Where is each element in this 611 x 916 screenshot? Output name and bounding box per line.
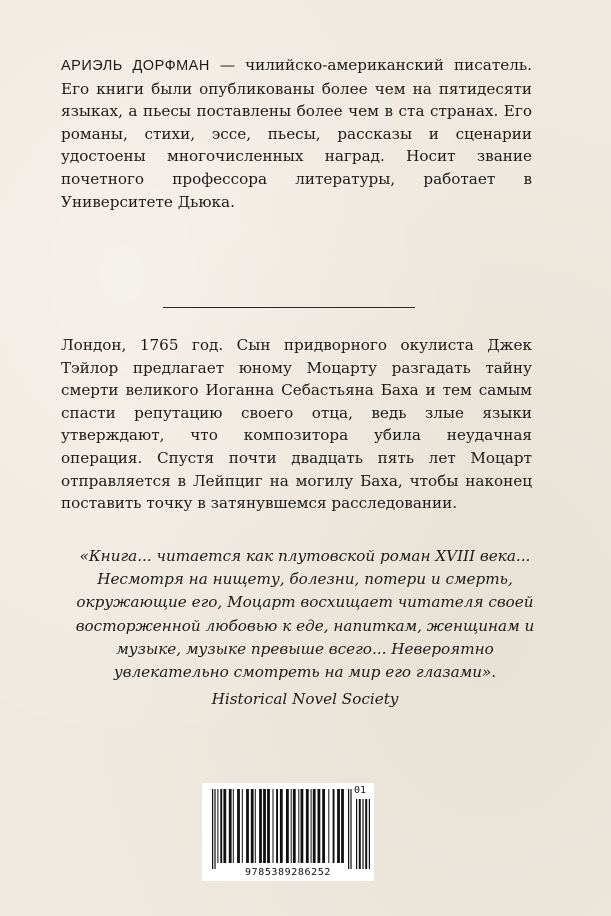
barcode-bar xyxy=(273,789,274,863)
barcode-bar xyxy=(217,789,218,863)
barcode-bar xyxy=(280,789,283,863)
barcode-bar xyxy=(298,789,299,863)
barcode-bar xyxy=(263,789,266,863)
isbn-barcode xyxy=(202,783,374,881)
barcode-bar xyxy=(233,789,234,863)
barcode-bar xyxy=(311,789,312,863)
author-name: АРИЭЛЬ ДОРФМАН xyxy=(61,58,210,74)
author-bio xyxy=(61,54,532,213)
review-quote: «Книга... читается как плутовской роман XVIII века... Несмотря на нищету, болезни, потери и смерть, окружающие его, Моцарт восхищает читателя своей восторженной любовью к еде, напиткам, женщинам и музыке, музыке превыше всего... Невероятно увлекательно смотреть на мир его глазами». xyxy=(75,547,535,682)
barcode-bar xyxy=(322,789,325,863)
barcode-bar xyxy=(348,789,349,869)
barcode-bar xyxy=(291,789,292,863)
barcode-addon-bar xyxy=(362,799,363,869)
barcode-bar xyxy=(276,789,278,863)
barcode-bar xyxy=(337,789,340,863)
barcode-addon-bar xyxy=(359,799,361,869)
barcode-bar xyxy=(333,789,335,863)
barcode-addon-number: 01 xyxy=(353,785,366,796)
barcode-bar xyxy=(350,789,351,869)
barcode-bar xyxy=(301,789,304,863)
barcode-bar xyxy=(212,789,213,869)
barcode-bar xyxy=(255,789,256,863)
barcode-bar xyxy=(251,789,254,863)
barcode-bar xyxy=(318,789,321,863)
barcode-bar xyxy=(293,789,296,863)
barcode-bar xyxy=(223,789,226,863)
barcode-bar xyxy=(259,789,262,863)
barcode-bar xyxy=(220,789,222,863)
barcode-bar xyxy=(341,789,344,863)
barcode-bar xyxy=(242,789,243,863)
section-divider xyxy=(163,307,415,308)
barcode-bar xyxy=(286,789,289,863)
barcode-number: 9785389286252 xyxy=(244,867,332,878)
author-bio-text: — чилийско-американский писатель. Его книги были опубликованы более чем на пятидесяти языках, а пьесы поставлены более чем в ста странах. Его романы, стихи, эссе, пьесы, рассказы и сценарии удостоены многочисленных наград. Носит звание почетного профессора литературы, работает в Университете Дьюка. xyxy=(61,56,532,211)
barcode-bar xyxy=(267,789,270,863)
barcode-bar xyxy=(306,789,309,863)
barcode-bar xyxy=(246,789,249,863)
barcode-addon-bar xyxy=(365,799,367,869)
barcode-bar xyxy=(229,789,232,863)
barcode-addon-bar xyxy=(356,799,357,869)
book-synopsis: Лондон, 1765 год. Сын придворного окулиста Джек Тэйлор предлагает юному Моцарту разгадать тайну смерти великого Иоганна Себастьяна Баха и тем самым спасти репутацию своего отца, ведь злые языки утверждают, что композитора убила неудачная операция. Спустя почти двадцать пять лет Моцарт отправляется в Лейпциг на могилу Баха, чтобы наконец поставить точку в затянувшемся расследовании. xyxy=(61,336,532,513)
review-source: Historical Novel Society xyxy=(211,690,399,708)
barcode-bar xyxy=(214,789,215,869)
barcode-addon-bar xyxy=(369,799,370,869)
barcode-bar xyxy=(328,789,329,863)
barcode-bar xyxy=(313,789,316,863)
barcode-bar xyxy=(237,789,240,863)
